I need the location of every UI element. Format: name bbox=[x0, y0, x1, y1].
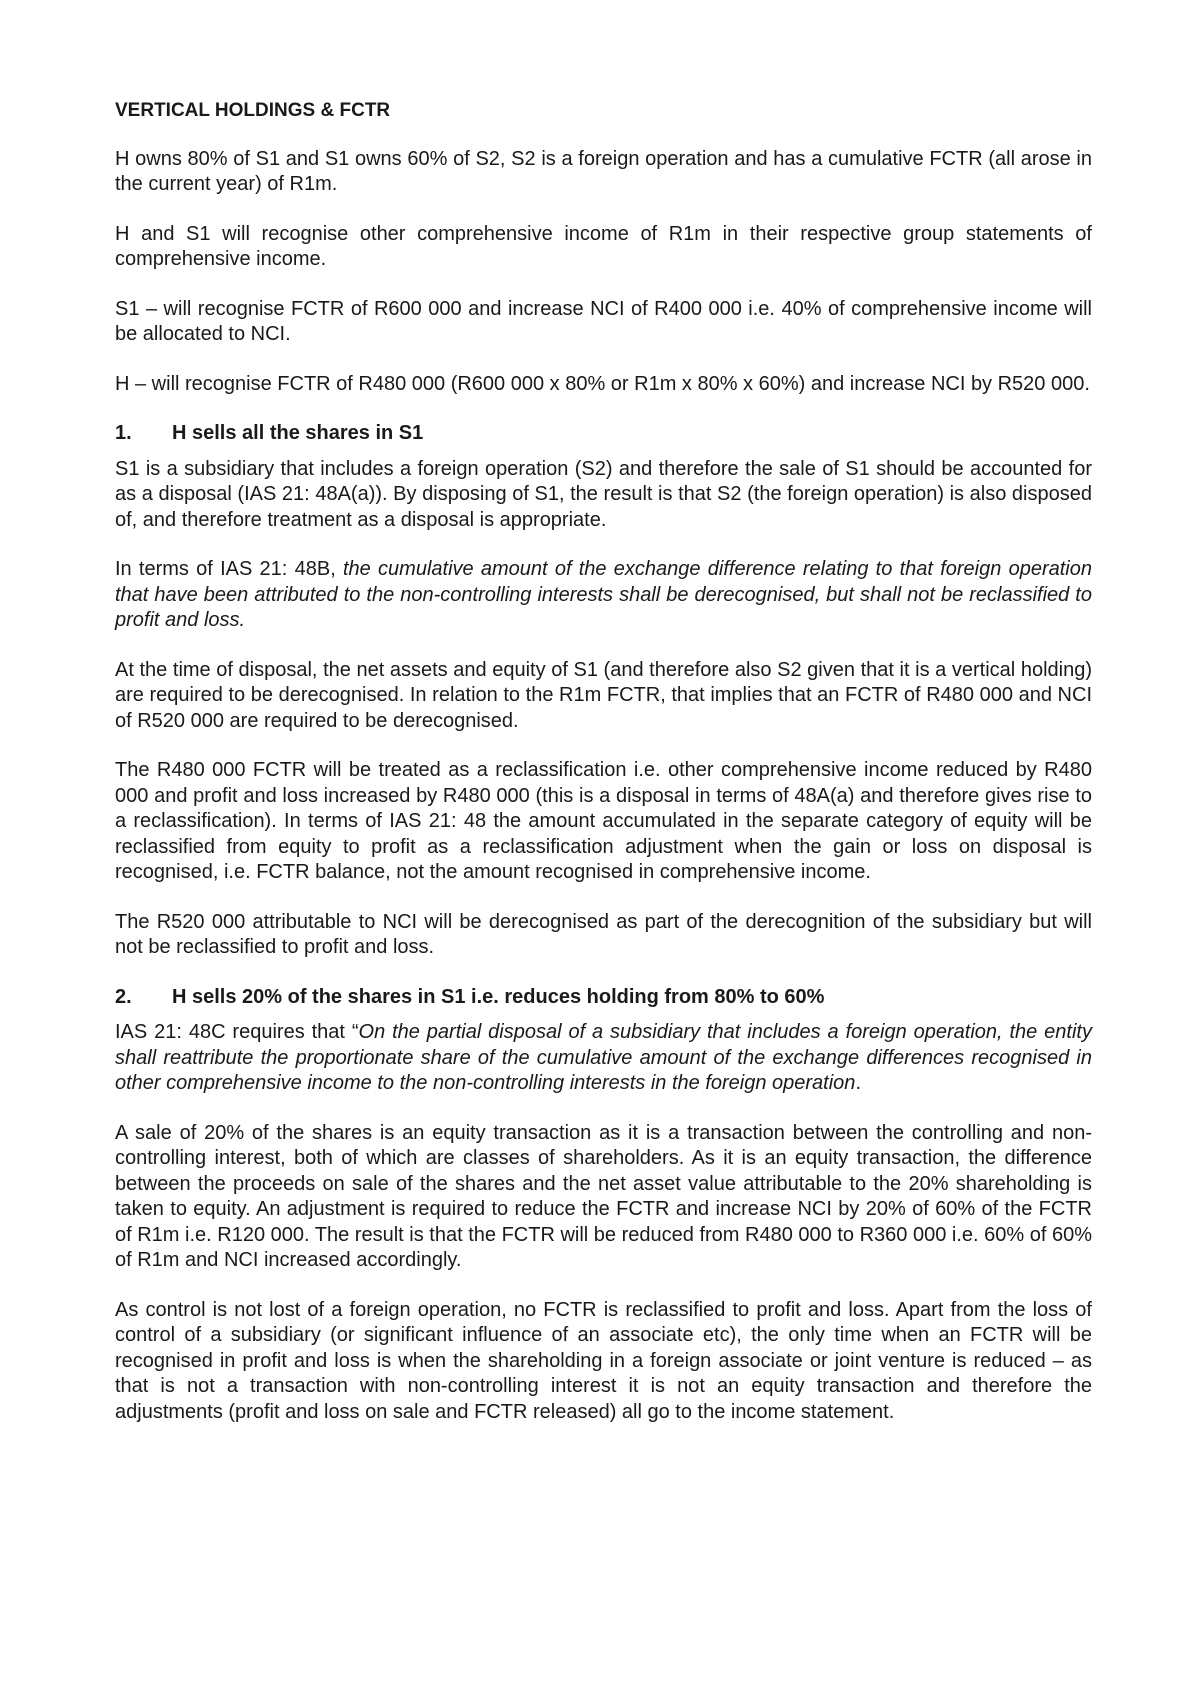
intro-paragraph-1: H owns 80% of S1 and S1 owns 60% of S2, S2 is a foreign operation and has a cumulative FCTR (all arose in the current year) of R1m. bbox=[115, 147, 1092, 195]
section-1-number: 1. bbox=[115, 422, 132, 444]
intro-paragraph-4: H – will recognise FCTR of R480 000 (R600 000 x 80% or R1m x 80% x 60%) and increase NCI by R520 000. bbox=[115, 372, 1090, 395]
section-2-number: 2. bbox=[115, 985, 132, 1008]
intro-paragraph-3: S1 – will recognise FCTR of R600 000 and increase NCI of R400 000 i.e. 40% of comprehensive income will be allocated to NCI. bbox=[115, 297, 1092, 345]
section-2-p1-lead: IAS 21: 48C requires that “ bbox=[115, 1021, 359, 1043]
document-title: VERTICAL HOLDINGS & FCTR bbox=[115, 100, 391, 121]
section-1-paragraph-5: The R520 000 attributable to NCI will be derecognised as part of the derecognition of the subsidiary but will not be reclassified to profit and loss. bbox=[115, 910, 1092, 958]
section-1-title: H sells all the shares in S1 bbox=[172, 422, 424, 444]
intro-paragraph-2: H and S1 will recognise other comprehensive income of R1m in their respective group statements of comprehensive income. bbox=[115, 222, 1092, 270]
section-1-paragraph-3: At the time of disposal, the net assets and equity of S1 (and therefore also S2 given that it is a vertical holding) are required to be derecognised. In relation to the R1m FCTR, that implies that an FCTR of R480 000 and NCI of R520 000 are required to be derecognised. bbox=[115, 658, 1092, 732]
section-2-heading bbox=[115, 985, 1092, 1011]
section-2-title: H sells 20% of the shares in S1 i.e. reduces holding from 80% to 60% bbox=[172, 985, 825, 1008]
section-1-paragraph-1: S1 is a subsidiary that includes a foreign operation (S2) and therefore the sale of S1 should be accounted for as a disposal (IAS 21: 48A(a)). By disposing of S1, the result is that S2 (the foreign operation) is also disposed of, and therefore treatment as a disposal is appropriate. bbox=[115, 457, 1092, 531]
section-1-p2-lead: In terms of IAS 21: 48B, bbox=[115, 558, 343, 580]
section-2-paragraph-3: As control is not lost of a foreign operation, no FCTR is reclassified to profit and loss. Apart from the loss of control of a subsidiary (or significant influence of an associate etc), the only time when an FCTR will be recognised in profit and loss is when the shareholding in a foreign associate or joint venture is reduced – as that is not a transaction with non-controlling interest it is not an equity transaction and therefore the adjustments (profit and loss on sale and FCTR released) all go to the income statement. bbox=[115, 1298, 1092, 1423]
document-page bbox=[115, 98, 1092, 1449]
section-1-paragraph-4: The R480 000 FCTR will be treated as a reclassification i.e. other comprehensive income reduced by R480 000 and profit and loss increased by R480 000 (this is a disposal in terms of 48A(a) and therefore gives rise to a reclassification). In terms of IAS 21: 48 the amount accumulated in the separate category of equity will be reclassified from equity to profit as a reclassification adjustment when the gain or loss on disposal is recognised, i.e. FCTR balance, not the amount recognised in comprehensive income. bbox=[115, 759, 1092, 883]
section-2-paragraph-1 bbox=[115, 1020, 1092, 1097]
section-2-p1-quote: On the partial disposal of a subsidiary that includes a foreign operation, the entity shall reattribute the proportionate share of the cumulative amount of the exchange differences recognised in other comprehensive income to the non-controlling interests in the foreign operation bbox=[115, 1021, 1092, 1094]
section-1-p2-quote: the cumulative amount of the exchange difference relating to that foreign operation that have been attributed to the non-controlling interests shall be derecognised, but shall not be reclassified to profit and loss. bbox=[115, 558, 1093, 631]
section-2-paragraph-2: A sale of 20% of the shares is an equity transaction as it is a transaction between the controlling and non-controlling interest, both of which are classes of shareholders. As it is an equity transaction, the difference between the proceeds on sale of the shares and the net asset value attributable to the 20% shareholding is taken to equity. An adjustment is required to reduce the FCTR and increase NCI by 20% of 60% of the FCTR of R1m i.e. R120 000. The result is that the FCTR will be reduced from R480 000 to R360 000 i.e. 60% of 60% of R1m and NCI increased accordingly. bbox=[115, 1121, 1092, 1271]
section-1-paragraph-2 bbox=[115, 557, 1092, 634]
section-2-p1-tail: . bbox=[855, 1072, 861, 1094]
section-1-heading bbox=[115, 421, 1092, 447]
